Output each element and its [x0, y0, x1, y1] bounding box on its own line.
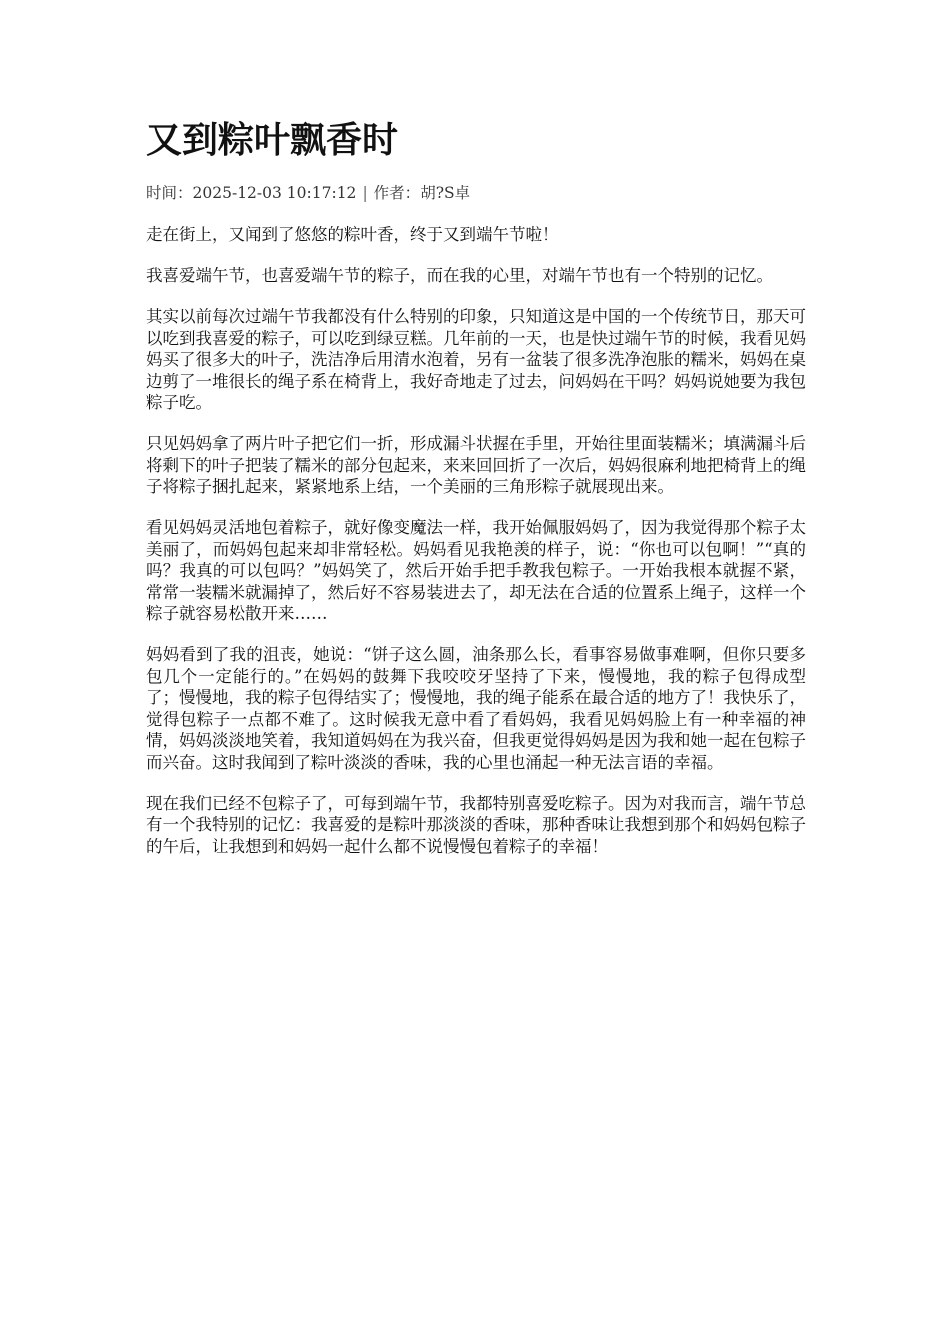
time-label: 时间：: [146, 184, 193, 202]
meta-separator: |: [362, 184, 368, 202]
paragraph: 妈妈看到了我的沮丧，她说：“饼子这么圆，油条那么长，看事容易做事难啊，但你只要多包几个一定能行的。”在妈妈的鼓舞下我咬咬牙坚持了下来，慢慢地，我的粽子包得成型了；慢慢地，我的粽子包得结实了；慢慢地，我的绳子能系在最合适的地方了！我快乐了，觉得包粽子一点都不难了。这时候我无意中看了看妈妈，我看见妈妈脸上有一种幸福的神情，妈妈淡淡地笑着，我知道妈妈在为我兴奋，但我更觉得妈妈是因为我和她一起在包粽子而兴奋。这时我闻到了粽叶淡淡的香味，我的心里也涌起一种无法言语的幸福。: [146, 645, 806, 772]
paragraph: 我喜爱端午节，也喜爱端午节的粽子，而在我的心里，对端午节也有一个特别的记忆。: [146, 266, 773, 285]
publish-time: 2025-12-03 10:17:12: [192, 184, 357, 202]
paragraph: 看见妈妈灵活地包着粽子，就好像变魔法一样，我开始佩服妈妈了，因为我觉得那个粽子太美丽了，而妈妈包起来却非常轻松。妈妈看见我艳羡的样子，说：“你也可以包啊！”“真的吗？我真的可以包吗？”妈妈笑了，然后开始手把手教我包粽子。一开始我根本就握不紧，常常一装糯米就漏掉了，然后好不容易装进去了，却无法在合适的位置系上绳子，这样一个粽子就容易松散开来……: [146, 518, 806, 623]
paragraph: 走在街上，又闻到了悠悠的粽叶香，终于又到端午节啦！: [146, 225, 559, 244]
paragraph: 现在我们已经不包粽子了，可每到端午节，我都特别喜爱吃粽子。因为对我而言，端午节总有一个我特别的记忆：我喜爱的是粽叶那淡淡的香味，那种香味让我想到那个和妈妈包粽子的午后，让我想到和妈妈一起什么都不说慢慢包着粽子的幸福！: [146, 793, 806, 856]
author-name: 胡?S卓: [420, 184, 471, 202]
article-meta: [146, 182, 806, 204]
paragraph: 只见妈妈拿了两片叶子把它们一折，形成漏斗状握在手里，开始往里面装糯米；填满漏斗后将剩下的叶子把装了糯米的部分包起来，来来回回折了一次后，妈妈很麻利地把椅背上的绳子将粽子捆扎起来，紧紧地系上结，一个美丽的三角形粽子就展现出来。: [146, 434, 806, 496]
author-label: 作者：: [373, 184, 421, 202]
paragraph: 其实以前每次过端午节我都没有什么特别的印象，只知道这是中国的一个传统节日，那天可以吃到我喜爱的粽子，可以吃到绿豆糕。几年前的一天，也是快过端午节的时候，我看见妈妈买了很多大的叶子，洗洁净后用清水泡着，另有一盆装了很多洗净泡胀的糯米，妈妈在桌边剪了一堆很长的绳子系在椅背上，我好奇地走了过去，问妈妈在干吗？妈妈说她要为我包粽子吃。: [146, 307, 806, 412]
article: [146, 118, 806, 877]
article-title: 又到粽叶飘香时: [146, 120, 399, 161]
article-body: [146, 224, 806, 857]
